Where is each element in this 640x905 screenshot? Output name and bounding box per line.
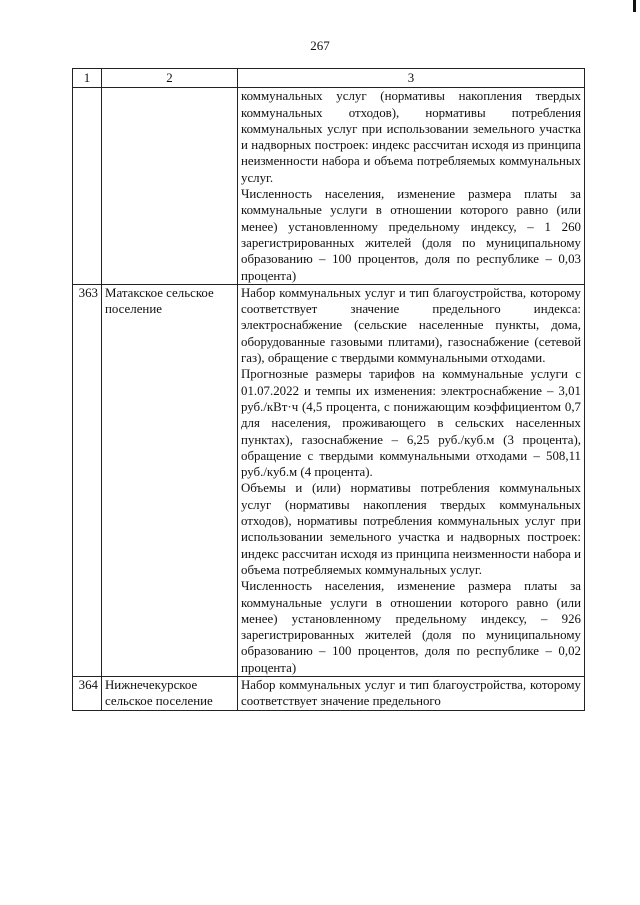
settlement-name [102,88,238,285]
description-paragraph: Набор коммунальных услуг и тип благоустройства, которому соответствует значение предельного [241,677,581,709]
description-paragraph: Набор коммунальных услуг и тип благоустройства, которому соответствует значение предельного индекса: электроснабжение (сельские населенные пункты, дома, оборудованные газовыми плитами), газоснабжение (сетевой газ), обращение с твердыми коммунальными отходами. [241,285,581,366]
table-header-row [73,69,585,88]
header-col-1: 1 [73,69,102,88]
settlement-name: Матакское сельское поселение [102,284,238,676]
row-description [238,676,585,710]
description-paragraph: Прогнозные размеры тарифов на коммунальные услуги с 01.07.2022 и темпы их изменения: электроснабжение – 3,01 руб./кВт·ч (4,5 процента, с понижающим коэффициентом 0,7 для населения, проживающего в сельских населенных пунктах), газоснабжение – 6,25 руб./куб.м (3 процента), обращение с твердыми коммунальными отходами – 508,11 руб./куб.м (4 процента). [241,367,581,480]
description-paragraph: Объемы и (или) нормативы потребления коммунальных услуг (нормативы накопления твердых коммунальных отходов), нормативы потребления коммунальных услуг при использовании земельного участка и надворных построек: индекс рассчитан исходя из принципа неизменности набора и объема потребляемых коммунальных услуг. [241,481,581,577]
corner-mark [633,0,636,12]
table-row [73,88,585,285]
row-number [73,88,102,285]
description-paragraph: Численность населения, изменение размера платы за коммунальные услуги в отношении которого равно (или менее) установленному предельному индексу, – 926 зарегистрированных жителей (доля по муниципальному образованию – 100 процентов, доля по республике – 0,02 процента) [241,579,581,675]
document-table [72,68,585,711]
settlement-name: Нижнечекурское сельское поселение [102,676,238,710]
row-description [238,88,585,285]
table-row [73,284,585,676]
description-paragraph: Численность населения, изменение размера платы за коммунальные услуги в отношении которого равно (или менее) установленному предельному индексу, – 1 260 зарегистрированных жителей (доля по муниципальному образованию – 100 процентов, доля по республике – 0,03 процента) [241,187,581,283]
header-col-3: 3 [238,69,585,88]
row-number: 364 [73,676,102,710]
row-description [238,284,585,676]
header-col-2: 2 [102,69,238,88]
description-paragraph: коммунальных услуг (нормативы накопления твердых коммунальных отходов), нормативы потребления коммунальных услуг при использовании земельного участка и надворных построек: индекс рассчитан исходя из принципа неизменности набора и объема потребляемых коммунальных услуг. [241,89,581,185]
table-row [73,676,585,710]
page-number: 267 [310,38,330,53]
row-number: 363 [73,284,102,676]
